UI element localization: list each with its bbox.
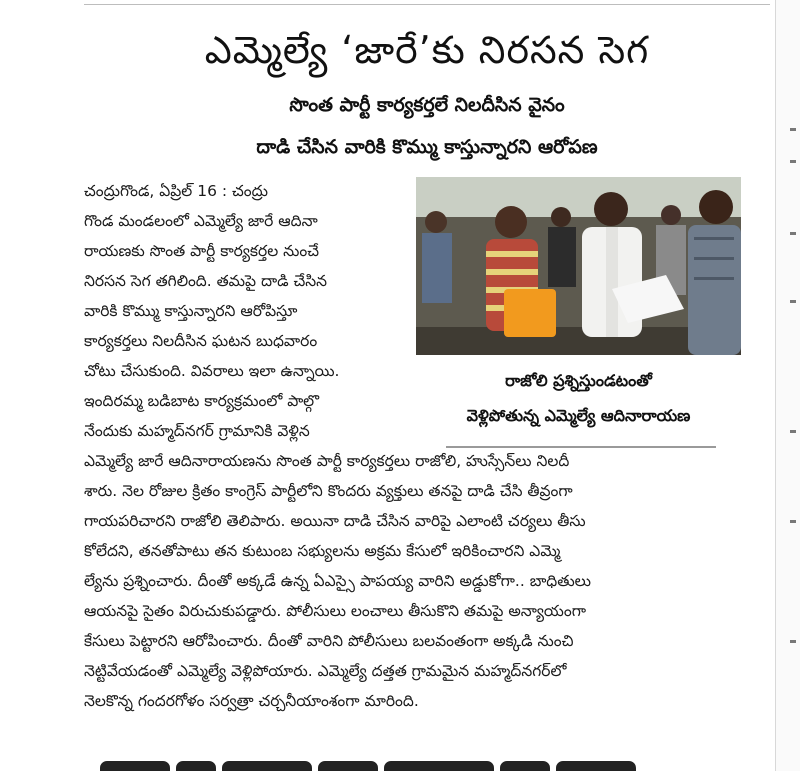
adjacent-column-mark [790,128,796,131]
body-line: నెలకొన్న గందరగోళం సర్వత్రా చర్చనీయాంశంగా మారింది. [84,692,419,710]
adjacent-column-edge [775,0,800,771]
body-line: కోలేదని, తనతోపాటు తన కుటుంబ సభ్యులను అక్రమ కేసులో ఇరికించారని ఎమ్మె [84,542,561,560]
body-line: ఆయనపై సైతం విరుచుకుపడ్డారు. పోలీసులు లంచాలు తీసుకొని తమపై అన్యాయంగా [84,602,586,620]
photo-caption-line-2: వెళ్లిపోతున్న ఎమ్మెల్యే ఆదినారాయణ [466,406,691,425]
body-line: చోటు చేసుకుంది. వివరాలు ఇలా ఉన్నాయి. [84,362,340,380]
body-line: రాయణకు సొంత పార్టీ కార్యకర్తల నుంచే [84,242,320,260]
adjacent-column-mark [790,300,796,303]
caption-divider [446,446,716,448]
body-line: నిరసన సెగ తగిలింది. తమపై దాడి చేసిన [84,272,328,290]
news-photo [416,177,741,355]
body-line: గాయపరిచారని రాజోలి తెలిపారు. అయినా దాడి చేసిన వారిపై ఎలాంటి చర్యలు తీసు [84,512,586,530]
photo-caption-line-1: రాజోలి ప్రశ్నిస్తుండటంతో [505,371,652,390]
body-line: కార్యకర్తలు నిలదీసిన ఘటన బుధవారం [84,332,318,350]
headline: ఎమ్మెల్యే ‘జారే’కు నిరసన సెగ [204,28,650,72]
body-line: శారు. నెల రోజుల క్రితం కాంగ్రెస్ పార్టీలోని కొందరు వ్యక్తులు తనపై దాడి చేసి తీవ్రంగా [84,482,573,500]
next-headline-cropped [100,760,740,771]
body-line: నేందుకు మహ్మద్‌నగర్ గ్రామానికి వెళ్లిన [84,422,310,440]
subheadline-1: సొంత పార్టీ కార్యకర్తలే నిలదీసిన వైనం [289,94,565,116]
adjacent-column-mark [790,160,796,163]
body-line: ఇందిరమ్మ బడిబాట కార్యక్రమంలో పాల్గొ [84,392,320,410]
adjacent-column-mark [790,520,796,523]
body-line: చంద్రుగొండ, ఏప్రిల్ 16 : చంద్రు [84,182,268,200]
subheadline-2: దాడి చేసిన వారికి కొమ్ము కాస్తున్నారని ఆరోపణ [256,136,598,158]
body-line: గొండ మండలంలో ఎమ్మెల్యే జారే ఆదినా [84,212,318,230]
adjacent-column-mark [790,232,796,235]
body-line: ల్యేను ప్రశ్నించారు. దీంతో అక్కడే ఉన్న ఏఎస్సై పాపయ్య వారిని అడ్డుకోగా.. బాధితులు [84,572,592,590]
body-line: ఎమ్మెల్యే జారే ఆదినారాయణను సొంత పార్టీ కార్యకర్తలు రాజోలి, హుస్సేన్‌లు నిలదీ [84,452,570,470]
adjacent-column-mark [790,430,796,433]
body-line: కేసులు పెట్టారని ఆరోపించారు. దీంతో వారిని పోలీసులు బలవంతంగా అక్కడి నుంచి [84,632,574,650]
top-rule [84,4,770,5]
adjacent-column-mark [790,640,796,643]
body-line: వారికి కొమ్ము కాస్తున్నారని ఆరోపిస్తూ [84,302,298,320]
body-line: నెట్టివేయడంతో ఎమ్మెల్యే వెళ్లిపోయారు. ఎమ్మెల్యే దత్తత గ్రామమైన మహ్మద్‌నగర్‌లో [84,662,567,680]
